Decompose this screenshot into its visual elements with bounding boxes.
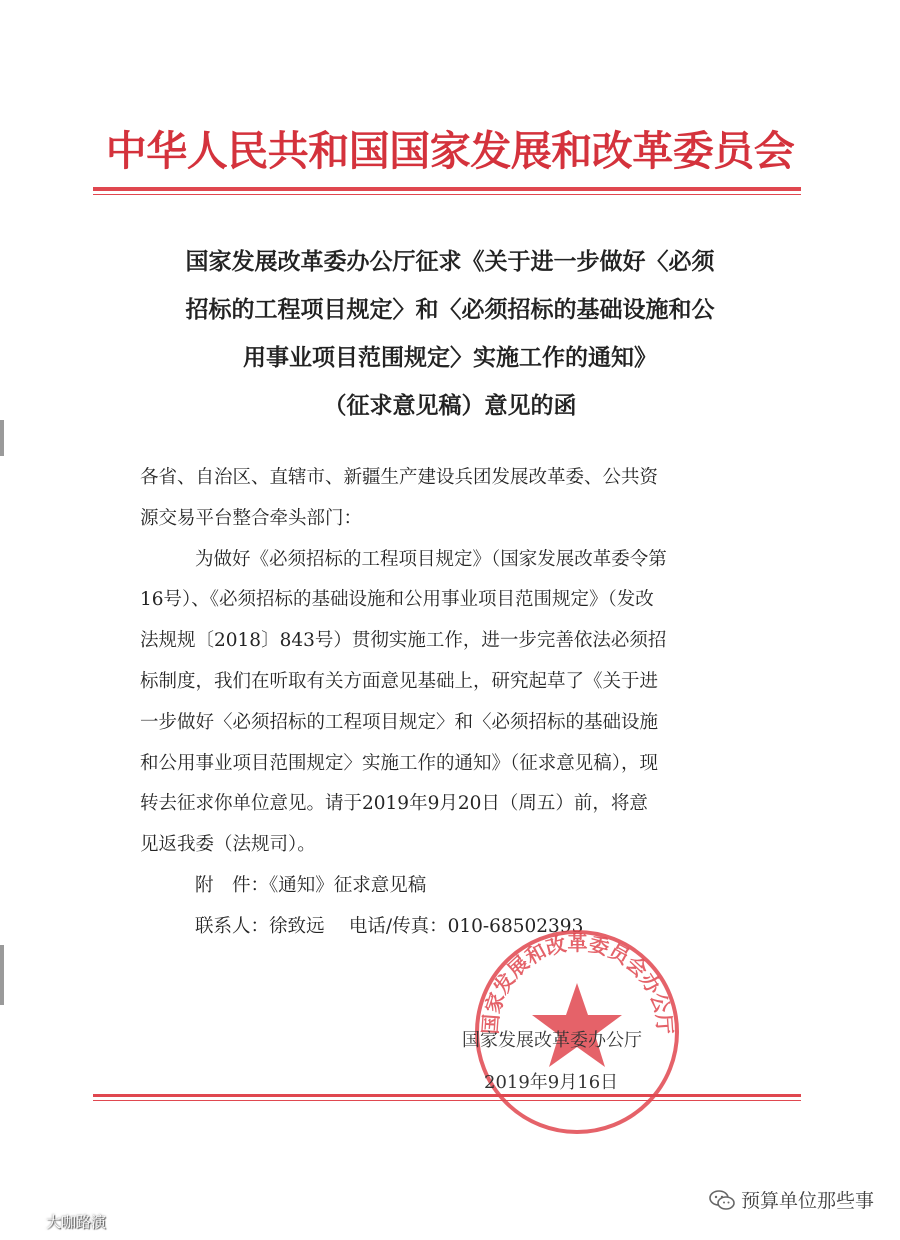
recipient-line: 各省、自治区、直辖市、新疆生产建设兵团发展改革委、公共资 (140, 467, 659, 488)
title-line: （征求意见稿）意见的函 (323, 393, 577, 419)
seal-star-icon (532, 983, 622, 1067)
footer-rule-thick (93, 1094, 801, 1097)
signature-org: 国家发展改革委办公厅 (462, 1030, 642, 1051)
body-line: 转去征求你单位意见。请于2019年9月20日（周五）前，将意 (140, 793, 648, 815)
title-line: 用事业项目范围规定〉实施工作的通知》 (243, 345, 657, 371)
signature-date: 2019年9月16日 (484, 1072, 619, 1093)
body-line: 法规规〔2018〕843号）贯彻实施工作，进一步完善依法必须招 (140, 630, 667, 652)
scan-edge-mark (0, 945, 4, 1005)
corner-watermark (8, 1211, 106, 1232)
document-body (140, 458, 740, 948)
title-line: 招标的工程项目规定〉和〈必须招标的基础设施和公 (185, 297, 715, 323)
wechat-account-name: 预算单位那些事 (740, 1190, 874, 1212)
body-line: 标制度，我们在听取有关方面意见基础上，研究起草了《关于进 (140, 670, 659, 692)
contact-line: 联系人：徐致远 电话/传真：010-68502393 (195, 915, 584, 937)
recipient-paragraph (140, 458, 740, 540)
scan-edge-mark (0, 420, 4, 456)
attachment-line: 附 件：《通知》征求意见稿 (195, 874, 427, 896)
recipient-line: 源交易平台整合牵头部门： (140, 507, 363, 529)
attachment-paragraph (140, 866, 740, 907)
main-paragraph (140, 540, 740, 866)
body-line: 为做好《必须招标的工程项目规定》（国家发展改革委令第 (195, 548, 667, 570)
body-line: 一步做好〈必须招标的工程项目规定〉和〈必须招标的基础设施 (140, 711, 659, 733)
footer-rule-thin (93, 1100, 801, 1101)
document-title (120, 238, 780, 430)
letterhead-rule-thin (93, 194, 801, 195)
seal-text: 国家发展和改革委员会办公厅 (478, 931, 677, 1035)
body-line: 16号）、《必须招标的基础设施和公用事业项目范围规定》（发改 (140, 589, 654, 611)
letterhead-rule-thick (93, 187, 801, 191)
title-line: 国家发展改革委办公厅征求《关于进一步做好〈必须 (185, 249, 715, 275)
body-line: 和公用事业项目范围规定〉实施工作的通知》（征求意见稿），现 (140, 752, 659, 774)
corner-watermark-text: 大咖路演 (46, 1213, 107, 1231)
body-line: 见返我委（法规司）。 (140, 834, 316, 856)
wechat-watermark (709, 1186, 874, 1213)
letterhead-title: 中华人民共和国国家发展和改革委员会 (105, 127, 795, 175)
wechat-icon (709, 1189, 735, 1211)
logo-icon (8, 1213, 42, 1231)
